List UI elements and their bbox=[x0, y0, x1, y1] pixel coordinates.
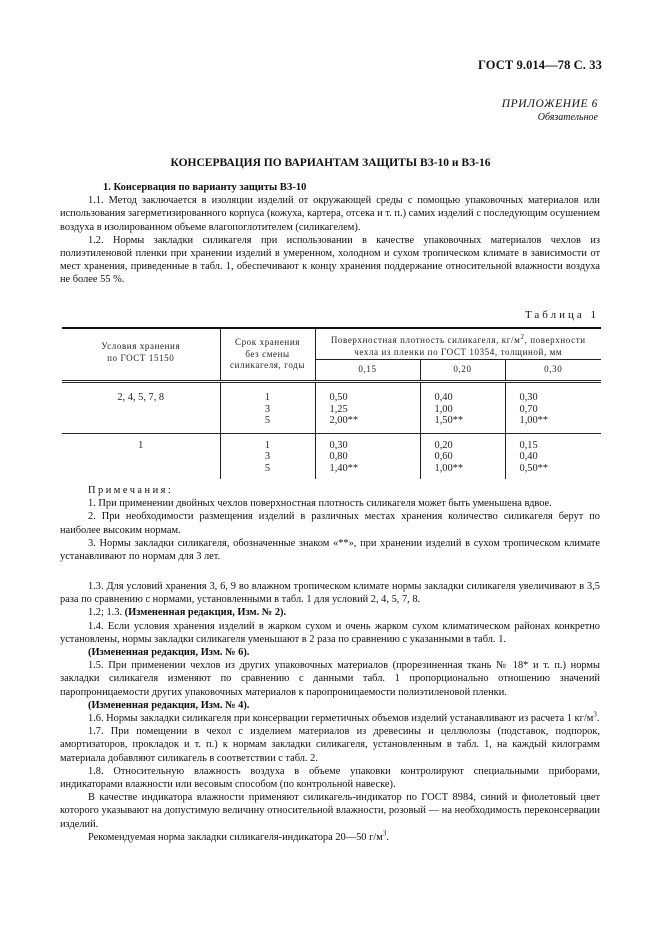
appendix-number: ПРИЛОЖЕНИЕ 6 bbox=[501, 98, 598, 110]
value: 0,50 bbox=[329, 392, 348, 403]
header-text: по ГОСТ 15150 bbox=[107, 352, 175, 363]
paragraph-text: . bbox=[596, 713, 600, 725]
cell-020 bbox=[420, 433, 505, 478]
cell-years bbox=[220, 433, 315, 478]
note-item: 2. При необходимости размещения изделий в различных местах хранения количество силикагеля берут по наиболее высоким нормам. bbox=[60, 511, 600, 536]
paragraph-1-8: 1.8. Относительную влажность воздуха в объеме упаковки контролируют специальными приборами, индикаторами влажности или весовым способом (по контрольной навеске). bbox=[60, 765, 600, 791]
note-item: 3. Нормы закладки силикагеля, обозначенные знаком «**», при хранении изделий в сухом тропическом климате устанавливают по нормам для 3 лет. bbox=[60, 537, 600, 563]
value: 2,00** bbox=[329, 415, 359, 427]
page-header-standard-code: ГОСТ 9.014—78 С. 33 bbox=[478, 58, 602, 72]
value: 0,15 bbox=[519, 439, 538, 451]
table-row bbox=[62, 382, 601, 434]
section-1-continued bbox=[60, 580, 600, 844]
table-notes bbox=[60, 484, 600, 563]
value: 1,25 bbox=[329, 403, 348, 415]
value: 1,00** bbox=[434, 462, 464, 474]
paragraph-1-2: 1.2. Нормы закладки силикагеля при использовании в качестве упаковочных материалов чехлов из полиэтиленовой пленки при хранении изделий в умеренном, холодном и сухом тропическом климате в зависимости от мест хранения, приведенные в табл. 1, обеспечивают к концу хранения поддержание относительной влажности воздуха не более 55 %. bbox=[60, 234, 600, 286]
cell-conditions: 1 bbox=[62, 433, 220, 478]
paragraph-1-5: 1.5. При применении чехлов из других упаковочных материалов (прорезиненная ткань № 18* и т. п.) нормы закладки силикагеля изменяют по сравнению с данными табл. 1 пропорционально отношению значений паропроницаемости других упаковочных материалов к паропроницаемости полиэтиленовой пленки. bbox=[60, 660, 600, 698]
value: 0,70 bbox=[519, 403, 538, 415]
value: 0,40 bbox=[434, 392, 453, 403]
value: 5 bbox=[264, 462, 271, 474]
revision-prefix: 1.2; 1.3. bbox=[88, 607, 125, 619]
value: 5 bbox=[264, 415, 271, 427]
paragraph-indicator: В качестве индикатора влажности применяют силикагель-индикатор по ГОСТ 8984, синий и фиолетовый цвет которого указывают на допустимую величину относительной влажности, розовый — на необходимость переконсервации изделий. bbox=[60, 792, 600, 830]
value: 1 bbox=[264, 439, 271, 451]
value: 3 bbox=[264, 451, 271, 463]
table-row bbox=[62, 433, 601, 478]
header-storage-conditions bbox=[62, 328, 220, 382]
value: 3 bbox=[264, 403, 271, 415]
notes-title: Примечания: bbox=[88, 485, 174, 496]
cell-years bbox=[220, 382, 315, 434]
value: 0,20 bbox=[434, 439, 453, 451]
paragraph-1-6 bbox=[60, 712, 600, 725]
revision-note-6: (Измененная редакция, Изм. № 6). bbox=[88, 647, 250, 659]
paragraph-text: . bbox=[386, 831, 389, 843]
paragraph-text: Рекомендуемая норма закладки силикагеля-индикатора 20—50 г/м bbox=[88, 831, 383, 843]
header-text: силикагеля, годы bbox=[230, 360, 305, 370]
value: 0,50** bbox=[519, 462, 549, 474]
appendix-status: Обязательное bbox=[537, 112, 598, 123]
paragraph-indicator-norm bbox=[60, 831, 600, 844]
section-1-heading: 1. Консервация по варианту защиты ВЗ-10 bbox=[103, 182, 307, 193]
table-1-label: Таблица 1 bbox=[524, 309, 599, 321]
value: 0,30 bbox=[329, 439, 348, 451]
value: 1,00 bbox=[434, 403, 453, 415]
header-text: чехла из пленки по ГОСТ 10354, толщиной, мм bbox=[354, 346, 563, 357]
header-thickness-030: 0,30 bbox=[505, 360, 601, 382]
paragraph-1-4: 1.4. Если условия хранения изделий в жарком сухом и очень жарком сухом климатическом районах конкретно установлены, нормы закладки силикагеля уменьшают в 2 раза по сравнению с указанными в табл. 1. bbox=[60, 620, 600, 645]
superscript: 3 bbox=[382, 829, 387, 838]
revision-note-2 bbox=[60, 606, 600, 619]
value: 1,00** bbox=[519, 415, 549, 427]
value: 1 bbox=[264, 392, 271, 403]
paragraph-1-1: 1.1. Метод заключается в изоляции изделий от окружающей среды с помощью упаковочных материалов или использования загерметизированного корпуса (кожуха, картера, отсека и т. п.) самих изделий с последующим осушением воздуха в изолированном объеме влагопоглотителем (силикагелем). bbox=[60, 195, 600, 233]
paragraph-text: 1.6. Нормы закладки силикагеля при консервации герметичных объемов изделий устанавливают из расчета 1 кг/м bbox=[88, 713, 594, 725]
cell-conditions: 2, 4, 5, 7, 8 bbox=[117, 392, 165, 403]
header-storage-period bbox=[220, 328, 315, 382]
paragraph-1-7: 1.7. При помещении в чехол с изделием материалов из древесины и целлюлозы (подставок, подпорок, амортизаторов, прокладок и т. п.) к нормам закладки силикагеля, установленным в табл. 1, на каждый килограмм материала добавляют силикагель в соответствии с табл. 2. bbox=[60, 726, 600, 764]
header-thickness-015: 0,15 bbox=[315, 360, 420, 382]
header-surface-density bbox=[315, 328, 601, 360]
section-1-intro bbox=[60, 181, 600, 287]
superscript: 3 bbox=[593, 710, 597, 719]
value: 0,30 bbox=[519, 392, 538, 403]
cell-015 bbox=[315, 382, 420, 434]
header-text: без смены bbox=[245, 348, 290, 359]
revision-text: (Измененная редакция, Изм. № 2). bbox=[124, 607, 287, 619]
value: 0,80 bbox=[329, 451, 348, 463]
header-text: Условия хранения bbox=[101, 341, 181, 351]
note-item: 1. При применении двойных чехлов поверхностная плотность силикагеля может быть уменьшена вдвое. bbox=[88, 498, 552, 510]
value: 0,40 bbox=[519, 451, 538, 463]
cell-020 bbox=[420, 382, 505, 434]
document-title: КОНСЕРВАЦИЯ ПО ВАРИАНТАМ ЗАЩИТЫ ВЗ-10 и ВЗ-16 bbox=[170, 157, 491, 169]
header-text: Поверхностная плотность силикагеля, кг/м bbox=[330, 335, 521, 345]
value: 1,40** bbox=[329, 462, 359, 474]
value: 0,60 bbox=[434, 451, 453, 463]
header-text: , поверхности bbox=[524, 335, 586, 345]
header-superscript: 2 bbox=[520, 333, 525, 341]
revision-note-4: (Измененная редакция, Изм. № 4). bbox=[88, 699, 250, 711]
value: 1,50** bbox=[434, 415, 464, 427]
paragraph-1-3: 1.3. Для условий хранения 3, 6, 9 во влажном тропическом климате нормы закладки силикагеля увеличивают в 3,5 раза по сравнению с нормами, установленными в табл. 1 для условий 2, 4, 5, 7, 8. bbox=[60, 581, 600, 606]
appendix-label-block bbox=[502, 98, 598, 124]
cell-015 bbox=[315, 433, 420, 478]
cell-030 bbox=[505, 382, 601, 434]
header-thickness-020: 0,20 bbox=[420, 360, 505, 382]
table-1 bbox=[62, 327, 601, 479]
header-text: Срок хранения bbox=[234, 337, 300, 347]
cell-030 bbox=[505, 433, 601, 478]
